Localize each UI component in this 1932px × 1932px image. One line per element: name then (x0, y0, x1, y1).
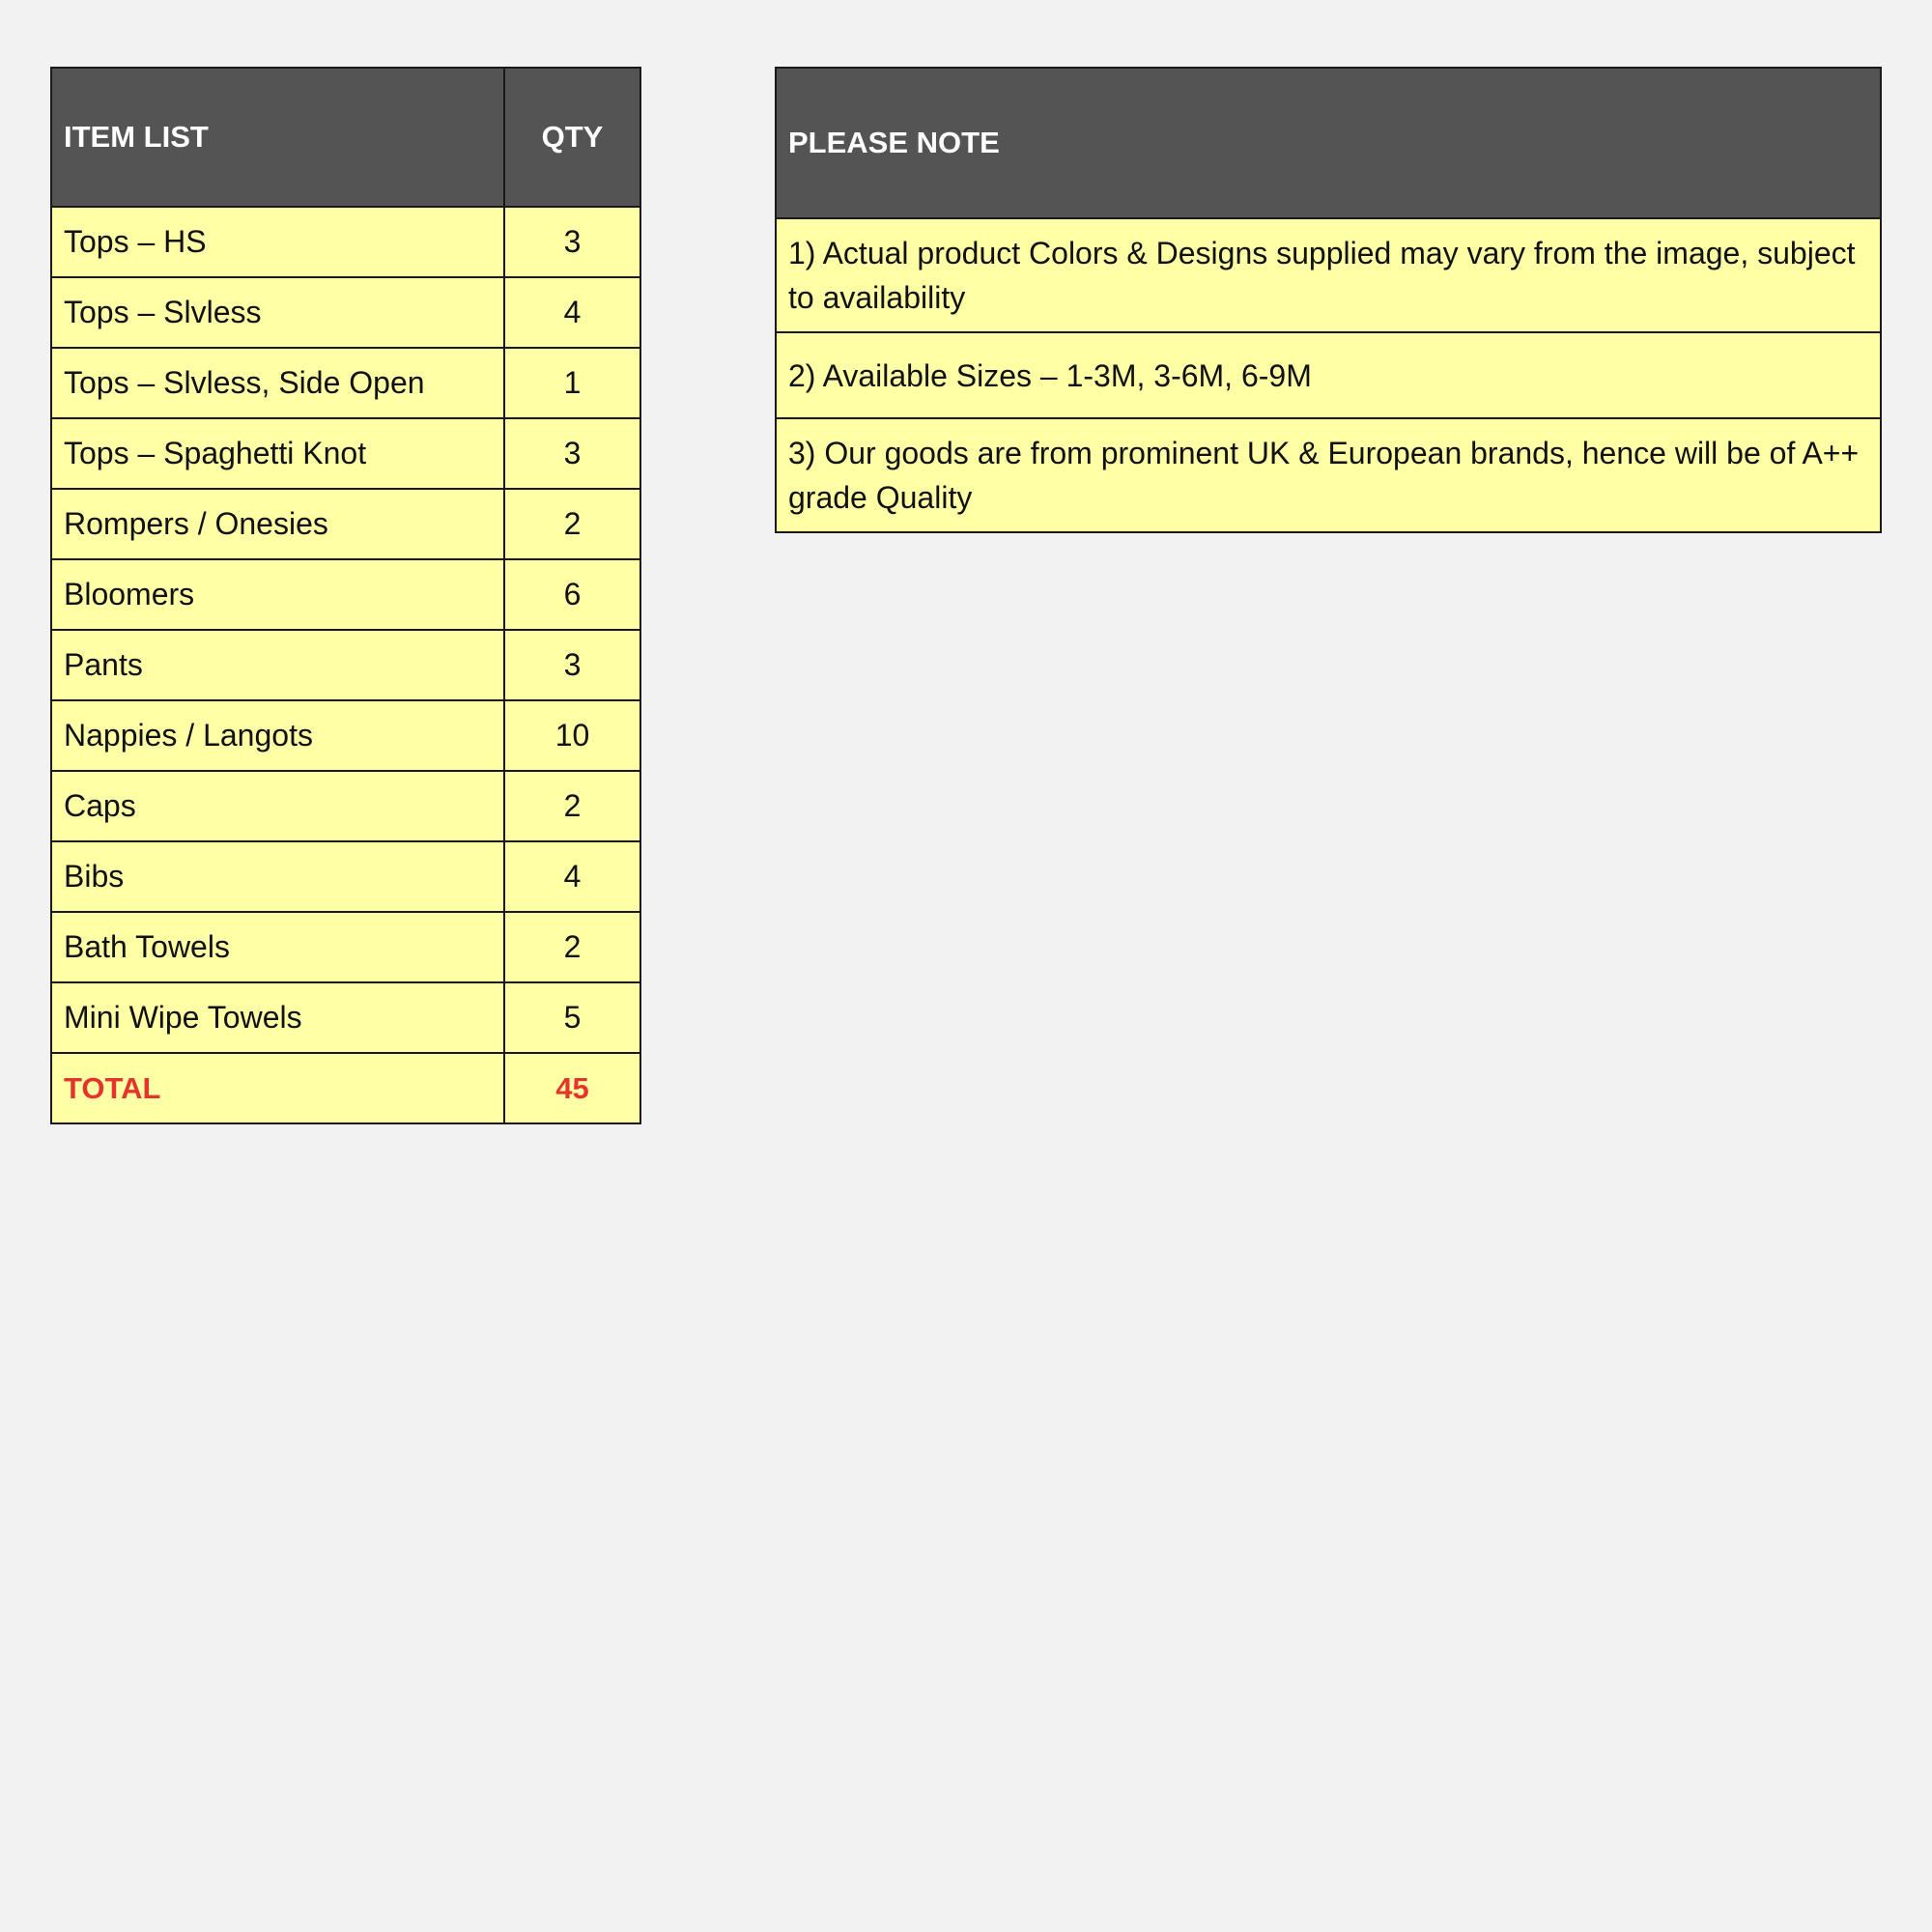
item-name: Tops – Slvless, Side Open (51, 348, 504, 418)
item-name: Pants (51, 630, 504, 700)
item-qty: 2 (504, 489, 640, 559)
item-qty: 2 (504, 912, 640, 982)
note-text: 2) Available Sizes – 1-3M, 3-6M, 6-9M (776, 332, 1881, 418)
item-name: Bibs (51, 841, 504, 912)
item-name: Tops – Spaghetti Knot (51, 418, 504, 489)
table-row (51, 559, 640, 630)
item-qty: 3 (504, 630, 640, 700)
item-qty: 6 (504, 559, 640, 630)
item-qty: 5 (504, 982, 640, 1053)
item-name: Bath Towels (51, 912, 504, 982)
item-qty: 10 (504, 700, 640, 771)
note-text: 3) Our goods are from prominent UK & European brands, hence will be of A++ grade Quality (776, 418, 1881, 532)
item-qty: 1 (504, 348, 640, 418)
item-name: Bloomers (51, 559, 504, 630)
item-qty: 3 (504, 207, 640, 277)
table-row (51, 841, 640, 912)
table-row (51, 982, 640, 1053)
table-row (51, 912, 640, 982)
note-row (776, 418, 1881, 532)
table-row (51, 700, 640, 771)
table-row (51, 418, 640, 489)
qty-header: QTY (504, 68, 640, 207)
table-row (51, 771, 640, 841)
table-row (51, 348, 640, 418)
item-list-header: ITEM LIST (51, 68, 504, 207)
item-qty: 2 (504, 771, 640, 841)
notes-header: PLEASE NOTE (776, 68, 1881, 218)
notes-table (775, 67, 1882, 533)
note-row (776, 332, 1881, 418)
item-list-table (50, 67, 641, 1124)
item-name: Tops – Slvless (51, 277, 504, 348)
item-list-header-row (51, 68, 640, 207)
item-name: Rompers / Onesies (51, 489, 504, 559)
item-name: Tops – HS (51, 207, 504, 277)
table-row (51, 207, 640, 277)
table-row (51, 630, 640, 700)
item-qty: 4 (504, 277, 640, 348)
item-name: Nappies / Langots (51, 700, 504, 771)
item-qty: 4 (504, 841, 640, 912)
total-row (51, 1053, 640, 1123)
notes-header-row (776, 68, 1881, 218)
item-qty: 3 (504, 418, 640, 489)
table-row (51, 277, 640, 348)
note-text: 1) Actual product Colors & Designs supplied may vary from the image, subject to availability (776, 218, 1881, 332)
total-qty: 45 (504, 1053, 640, 1123)
total-label: TOTAL (51, 1053, 504, 1123)
item-name: Caps (51, 771, 504, 841)
note-row (776, 218, 1881, 332)
table-row (51, 489, 640, 559)
item-name: Mini Wipe Towels (51, 982, 504, 1053)
